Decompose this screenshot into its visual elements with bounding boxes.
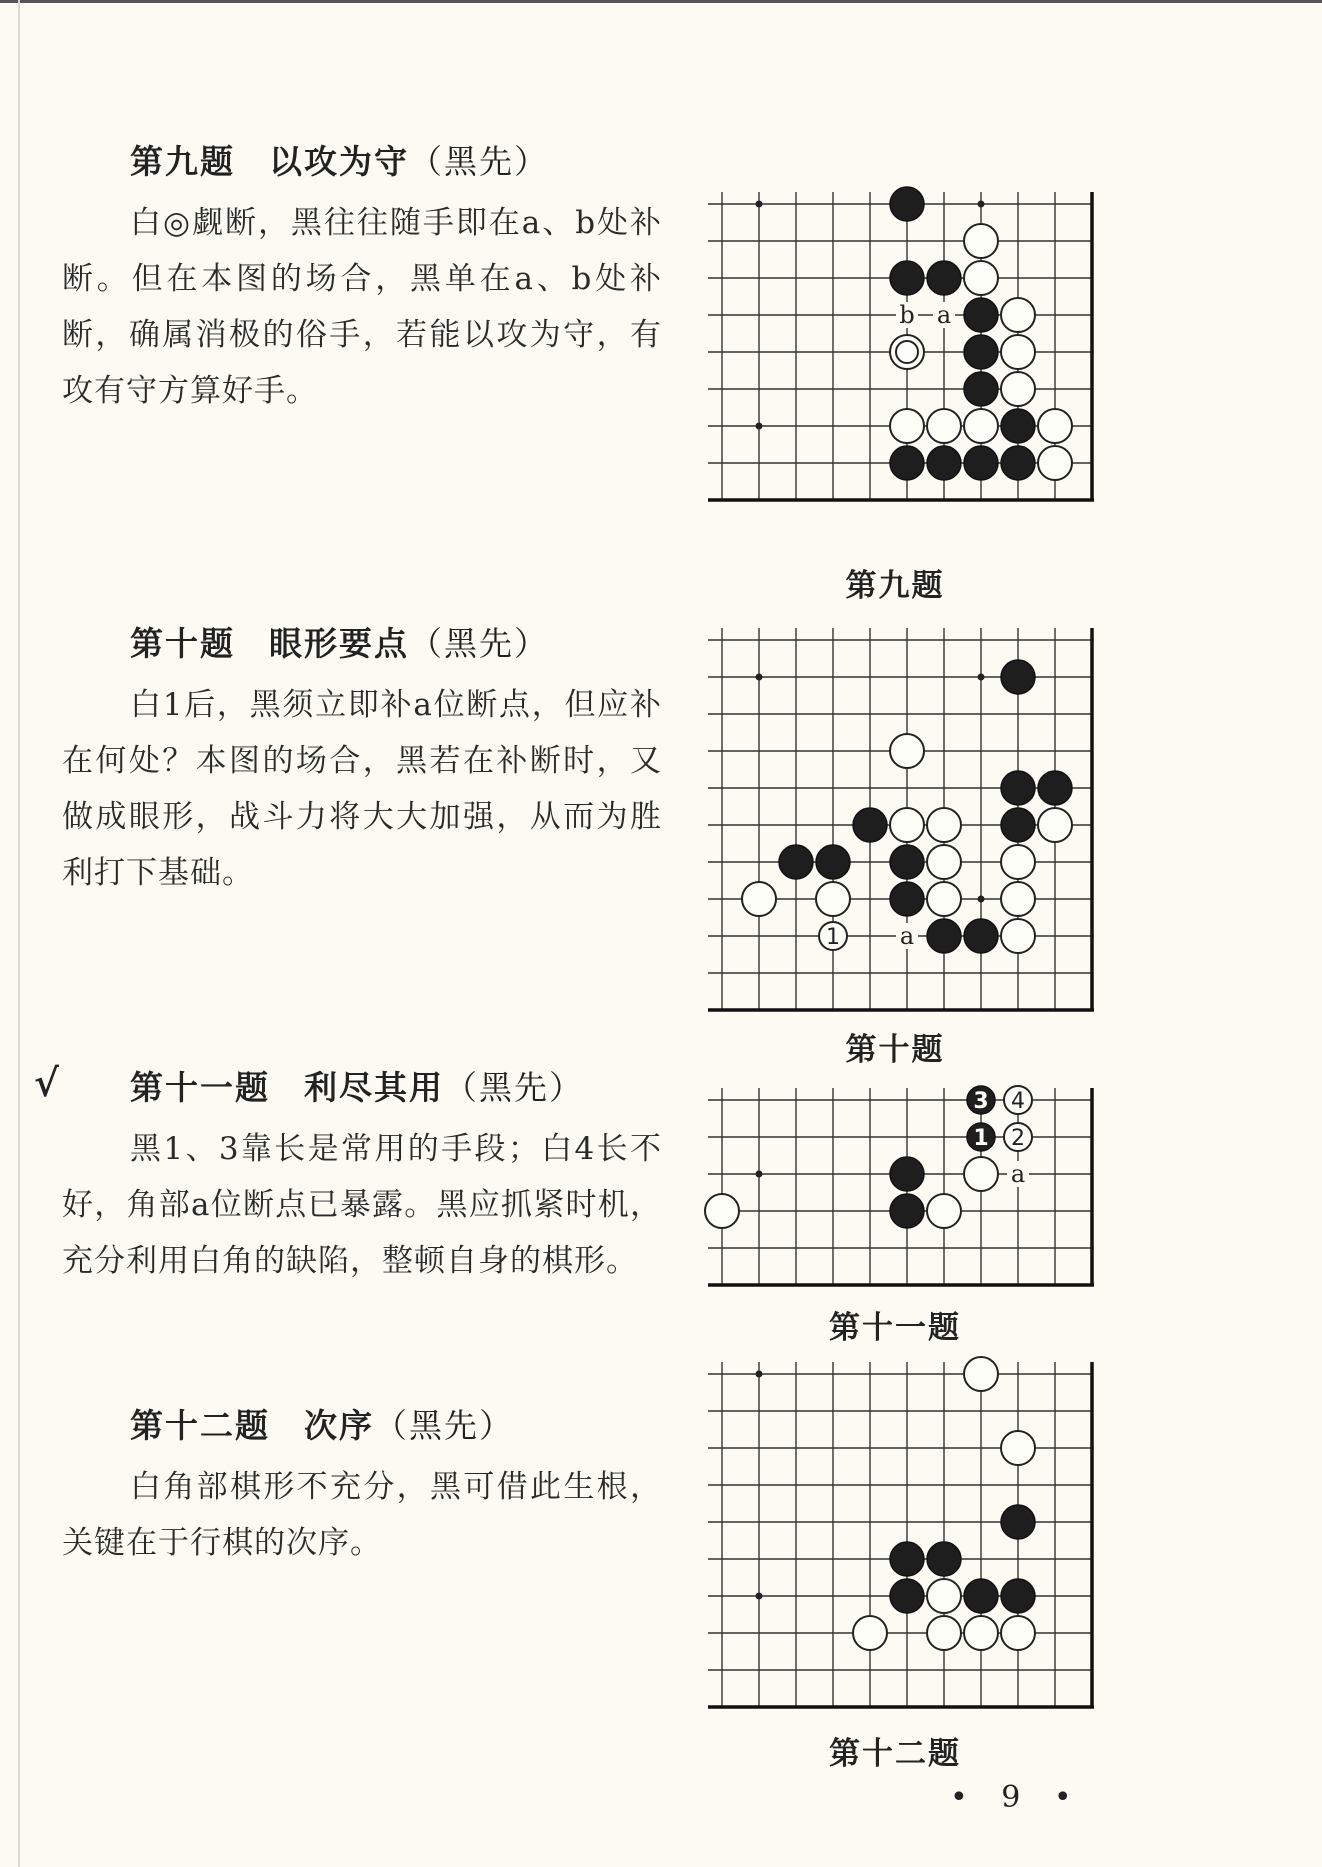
problem-11-move: （黑先） [444,1068,584,1107]
white-stone [1001,845,1035,879]
black-stone [890,446,924,480]
board-label: a [936,301,952,329]
star-point [756,674,763,681]
white-stone [853,1616,887,1650]
white-stone [705,1194,739,1228]
black-stone [816,845,850,879]
black-stone [1001,808,1035,842]
problem-10-move: （黑先） [409,624,549,663]
white-stone [964,1157,998,1191]
white-stone [1001,882,1035,916]
black-stone [964,446,998,480]
problem-9-caption: 第九题 [845,568,945,604]
black-stone [890,1194,924,1228]
star-point [756,1593,763,1600]
problem-10-heading: 第十题 [130,624,235,663]
problem-10-body: 白1后，黑须立即补a位断点，但应补在何处？本图的场合，黑若在补断时，又做成眼形，战斗力将大大加强，从而为胜利打下基础。 [62,687,662,891]
black-stone [1001,446,1035,480]
problem-9-title [62,136,662,183]
black-stone [927,1542,961,1576]
white-stone [927,1616,961,1650]
star-point [756,1371,763,1378]
black-stone [964,372,998,406]
star-point [978,674,985,681]
problem-12-move: （黑先） [374,1406,514,1445]
checkmark-icon: √ [34,1060,61,1105]
problem-9-text [62,136,662,419]
black-stone [1001,660,1035,694]
problem-9-board [690,176,1100,548]
problem-9-move: （黑先） [409,142,549,181]
problem-11-heading: 第十一题 [130,1068,270,1107]
black-stone [1001,1579,1035,1613]
white-stone [1001,919,1035,953]
black-stone [1001,1505,1035,1539]
white-stone [1001,335,1035,369]
board-label: a [899,922,915,950]
black-stone [964,1579,998,1613]
white-stone [816,882,850,916]
problem-10-topic: 眼形要点 [269,624,409,663]
black-stone [890,187,924,221]
white-stone [1038,409,1072,443]
move-number: 1 [826,925,840,950]
board-label: b [899,301,915,329]
problem-11-diagram [690,1072,1100,1347]
white-stone [1038,808,1072,842]
black-stone [1001,771,1035,805]
white-stone [927,845,961,879]
problem-11-body: 黑1、3靠长是常用的手段；白4长不好，角部a位断点已暴露。黑应抓紧时机，充分利用白角的缺陷，整顿自身的棋形。 [62,1131,662,1279]
problem-12-body: 白角部棋形不充分，黑可借此生根，关键在于行棋的次序。 [62,1469,662,1561]
problem-12-title [62,1400,662,1447]
problem-12-board [690,1346,1100,1716]
star-point [756,201,763,208]
board-label: a [1010,1160,1026,1188]
black-stone [890,845,924,879]
black-stone [890,1579,924,1613]
white-stone [964,1616,998,1650]
problem-11-text [34,1060,662,1289]
black-stone [927,446,961,480]
problem-11-topic: 利尽其用 [304,1068,444,1107]
page-top-rule [0,0,1322,3]
white-stone [890,734,924,768]
star-point [756,423,763,430]
problem-10-title [62,618,662,665]
problem-10-text [62,618,662,901]
problem-9-diagram [690,176,1100,605]
white-stone [890,808,924,842]
page-number: • 9 • [950,1780,1084,1815]
white-stone [927,1194,961,1228]
problem-11-title [34,1060,662,1109]
star-point [978,201,985,208]
problem-12-caption: 第十二题 [829,1736,961,1772]
black-stone [853,808,887,842]
problem-9-heading: 第九题 [130,142,235,181]
star-point [756,1171,763,1178]
black-stone [890,261,924,295]
black-stone [890,882,924,916]
black-stone [890,1542,924,1576]
black-stone [964,335,998,369]
star-point [978,896,985,903]
move-number: 1 [973,1126,989,1151]
problem-11-board [690,1072,1100,1290]
black-stone [1038,771,1072,805]
white-stone [964,409,998,443]
white-stone [927,808,961,842]
black-stone [779,845,813,879]
black-stone [927,261,961,295]
white-stone [1001,1431,1035,1465]
white-stone [1001,298,1035,332]
white-stone [927,1579,961,1613]
problem-12-heading: 第十二题 [130,1406,270,1445]
white-stone [927,882,961,916]
black-stone [890,1157,924,1191]
problem-10-board [690,612,1100,1012]
move-number: 2 [1011,1126,1025,1151]
black-stone [927,919,961,953]
move-number: 3 [973,1089,989,1114]
white-stone [927,409,961,443]
problem-9-topic: 以攻为守 [269,142,409,181]
white-stone [964,261,998,295]
white-stone [890,409,924,443]
problem-9-body: 白◎觑断，黑往往随手即在a、b处补断。但在本图的场合，黑单在a、b处补断，确属消极的俗手，若能以攻为守，有攻有守方算好手。 [62,205,662,409]
problem-12-text [62,1400,662,1571]
move-number: 4 [1011,1089,1025,1114]
black-stone [964,298,998,332]
white-stone [1038,446,1072,480]
white-stone [964,1357,998,1391]
page-gutter-shadow [18,0,20,1867]
white-stone [1001,1616,1035,1650]
problem-10-caption: 第十题 [845,1032,945,1068]
problem-11-caption: 第十一题 [829,1310,961,1346]
white-stone [742,882,776,916]
black-stone [964,919,998,953]
white-stone [1001,372,1035,406]
problem-12-diagram [690,1346,1100,1773]
white-stone [964,224,998,258]
problem-10-diagram [690,612,1100,1069]
black-stone [1001,409,1035,443]
problem-12-topic: 次序 [304,1406,374,1445]
